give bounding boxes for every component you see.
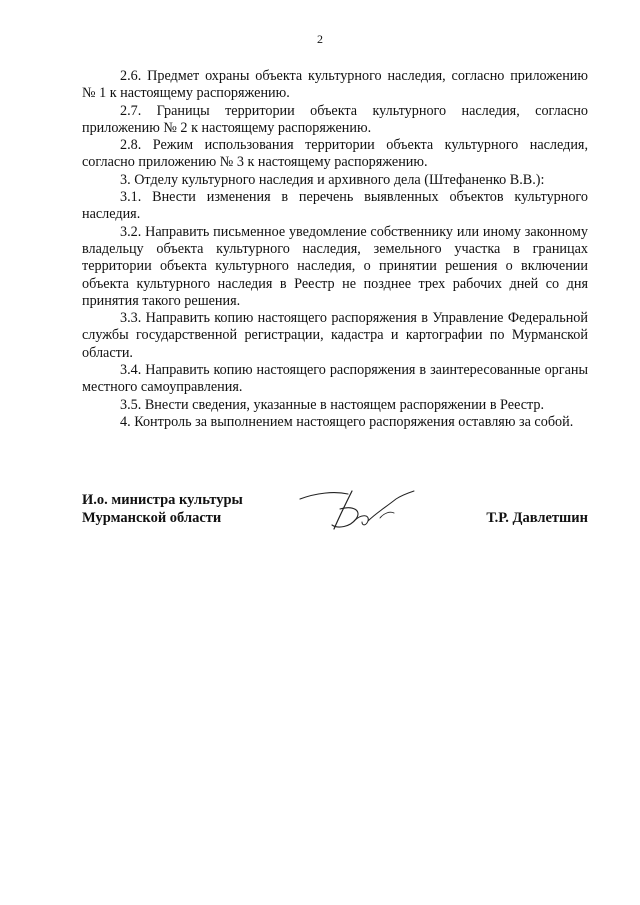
page-number: 2	[317, 32, 323, 46]
document-body	[82, 68, 588, 431]
paragraph-3-5: 3.5. Внести сведения, указанные в настоящем распоряжении в Реестр.	[120, 396, 545, 413]
paragraph-3-3: 3.3. Направить копию настоящего распоряжения в Управление Федеральной службы государственной регистрации, кадастра и картографии по Мурманской области.	[82, 310, 588, 361]
signer-title	[82, 491, 243, 527]
paragraph-3-4: 3.4. Направить копию настоящего распоряжения в заинтересованные органы местного самоуправления.	[82, 362, 588, 396]
signer-title-line2: Мурманской области	[82, 510, 222, 526]
signer-title-line1: И.о. министра культуры	[82, 492, 243, 508]
signature-block	[82, 491, 588, 531]
paragraph-4: 4. Контроль за выполнением настоящего распоряжения оставляю за собой.	[120, 413, 574, 430]
paragraph-3-1: 3.1. Внести изменения в перечень выявленных объектов культурного наследия.	[82, 189, 588, 223]
paragraph-3-2: 3.2. Направить письменное уведомление собственнику или иному законному владельцу объекта культурного наследия, земельного участка в границах территории объекта культурного наследия, о принятии решения о включении объекта культурного наследия в Реестр не позднее трех рабочих дней со дня принятия такого решения.	[82, 223, 588, 309]
signer-name: Т.Р. Давлетшин	[486, 510, 588, 526]
paragraph-2-8: 2.8. Режим использования территории объекта культурного наследия, согласно приложению № 3 к настоящему распоряжению.	[82, 137, 588, 171]
paragraph-2-7: 2.7. Границы территории объекта культурного наследия, согласно приложению № 2 к настоящему распоряжению.	[82, 102, 588, 136]
paragraph-3: 3. Отделу культурного наследия и архивного дела (Штефаненко В.В.):	[120, 171, 545, 188]
handwritten-signature	[296, 485, 426, 537]
paragraph-2-6: 2.6. Предмет охраны объекта культурного наследия, согласно приложению № 1 к настоящему распоряжению.	[82, 68, 588, 102]
